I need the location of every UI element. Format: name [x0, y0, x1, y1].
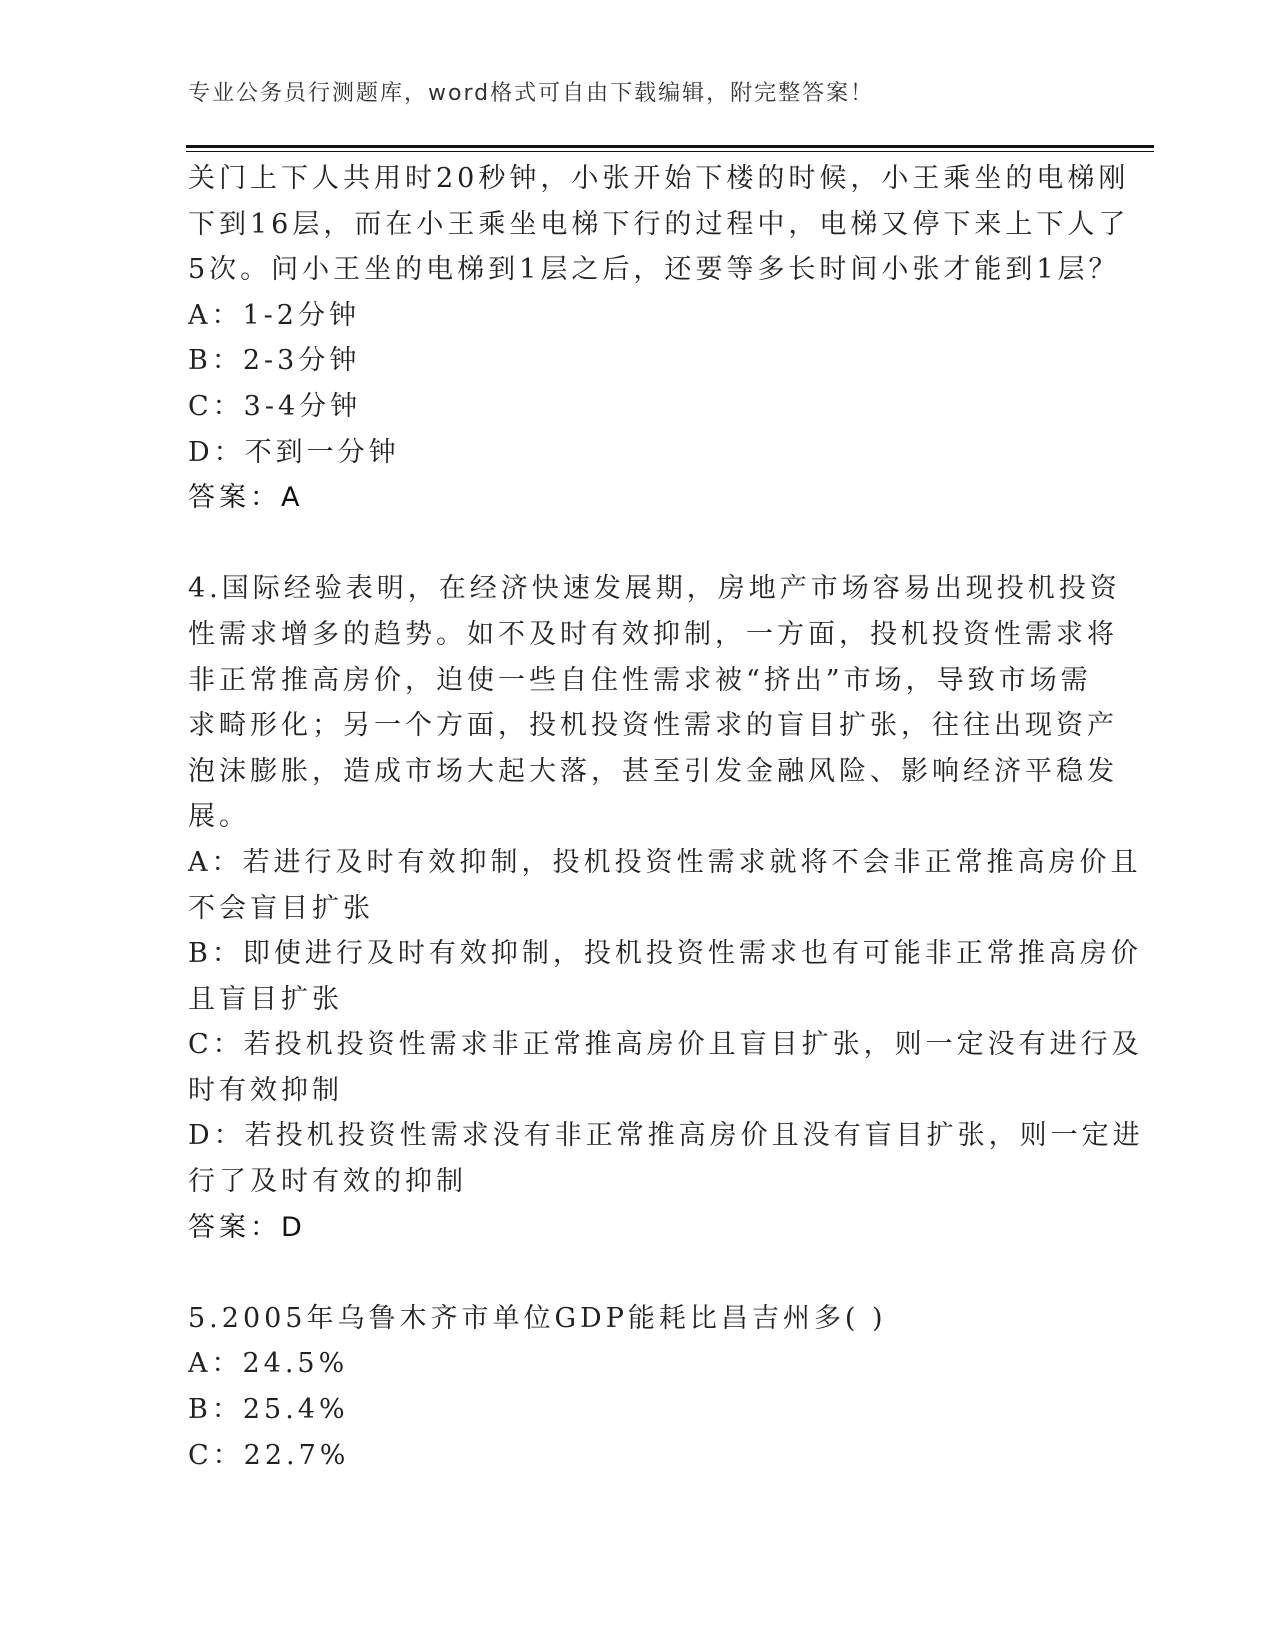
page-header: 专业公务员行测题库，word格式可自由下载编辑，附完整答案！: [188, 81, 875, 106]
question-3-continued: [188, 156, 1130, 521]
question-stem-line: 5次。问小王坐的电梯到1层之后，还要等多长时间小张才能到1层？: [188, 254, 1120, 286]
option-c-continued: 时有效抑制: [188, 1074, 343, 1106]
header-rule-thin: [186, 151, 1154, 152]
question-stem-line: 非正常推高房价，迫使一些自住性需求被“挤出”市场，导致市场需: [188, 664, 1092, 696]
option-b-continued: 且盲目扩张: [188, 983, 343, 1015]
question-stem-line: 求畸形化；另一个方面，投机投资性需求的盲目扩张，往往出现资产: [188, 710, 1118, 742]
question-stem-line: 4.国际经验表明，在经济快速发展期，房地产市场容易出现投机投资: [188, 573, 1121, 605]
question-4: [188, 566, 1144, 1250]
option-a-continued: 不会盲目扩张: [188, 892, 374, 924]
question-stem-line: 5.2005年乌鲁木齐市单位GDP能耗比昌吉州多( ): [188, 1302, 887, 1334]
option-a: A：若进行及时有效抑制，投机投资性需求就将不会非正常推高房价且: [188, 846, 1142, 878]
option-d: D：若投机投资性需求没有非正常推高房价且没有盲目扩张，则一定进: [188, 1120, 1144, 1152]
header-rule-thick: [186, 145, 1154, 148]
question-stem-line: 下到16层，而在小王乘坐电梯下行的过程中，电梯又停下来上下人了: [188, 208, 1130, 240]
option-b: B：即使进行及时有效抑制，投机投资性需求也有可能非正常推高房价: [188, 938, 1142, 970]
question-stem-line: 展。: [188, 801, 250, 833]
option-c: C：3-4分钟: [188, 390, 362, 422]
spacer: [188, 1250, 1078, 1296]
option-c: C：22.7%: [188, 1439, 350, 1471]
spacer: [188, 521, 1078, 567]
answer-label: 答案：D: [188, 1211, 306, 1243]
question-stem-line: 泡沫膨胀，造成市场大起大落，甚至引发金融风险、影响经济平稳发: [188, 755, 1118, 787]
option-b: B：2-3分钟: [188, 345, 361, 377]
document-body: [188, 156, 1144, 1478]
option-d-continued: 行了及时有效的抑制: [188, 1166, 467, 1198]
answer-label: 答案：A: [188, 482, 304, 514]
question-stem-line: 关门上下人共用时20秒钟，小张开始下楼的时候，小王乘坐的电梯刚: [188, 163, 1130, 194]
option-a: A：1-2分钟: [188, 299, 360, 331]
question-5: [188, 1296, 1078, 1478]
option-d: D：不到一分钟: [188, 436, 400, 468]
question-stem-line: 性需求增多的趋势。如不及时有效抑制，一方面，投机投资性需求将: [188, 618, 1118, 650]
option-c: C：若投机投资性需求非正常推高房价且盲目扩张，则一定没有进行及: [188, 1029, 1143, 1061]
option-a: A：24.5%: [188, 1348, 349, 1380]
option-b: B：25.4%: [188, 1394, 349, 1426]
